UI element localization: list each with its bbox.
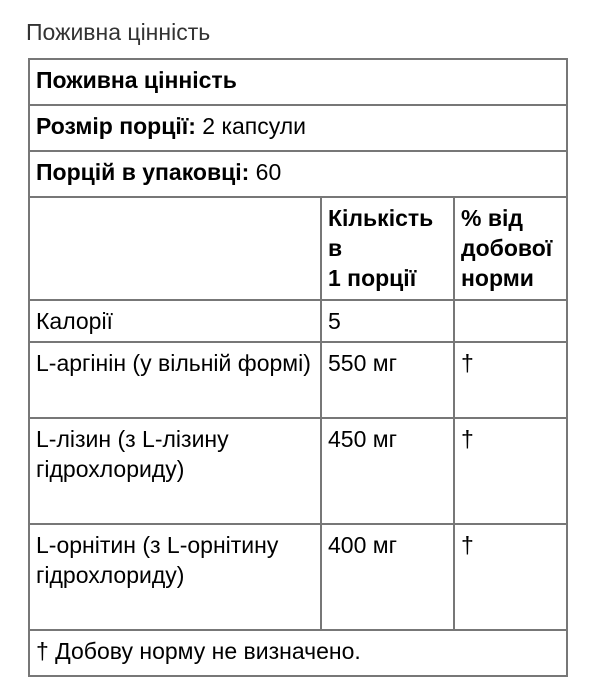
nutrient-daily-value: † bbox=[454, 418, 567, 524]
table-title-row bbox=[29, 59, 567, 105]
nutrient-daily-value bbox=[454, 300, 567, 342]
serving-size-cell bbox=[29, 105, 567, 151]
table-row bbox=[29, 300, 567, 342]
nutrition-facts-table bbox=[28, 58, 568, 677]
empty-header-cell bbox=[29, 197, 321, 300]
nutrient-amount: 5 bbox=[321, 300, 454, 342]
nutrient-name: L-лізин (з L-лізину гідрохлориду) bbox=[29, 418, 321, 524]
page-heading: Поживна цінність bbox=[26, 19, 211, 45]
nutrient-amount: 400 мг bbox=[321, 524, 454, 630]
serving-size-label: Розмір порції: bbox=[36, 113, 196, 139]
servings-per-container-value: 60 bbox=[249, 159, 282, 185]
serving-size-value: 2 капсули bbox=[195, 113, 307, 139]
table-row bbox=[29, 342, 567, 418]
column-header-row bbox=[29, 197, 567, 300]
nutrient-daily-value: † bbox=[454, 342, 567, 418]
serving-size-row bbox=[29, 105, 567, 151]
daily-value-header-line3: норми bbox=[461, 265, 534, 291]
daily-value-header-line2: добової bbox=[461, 235, 553, 261]
table-row bbox=[29, 524, 567, 630]
nutrient-amount: 450 мг bbox=[321, 418, 454, 524]
servings-per-container-cell bbox=[29, 151, 567, 197]
amount-header-line2: в bbox=[328, 235, 343, 261]
footnote-row bbox=[29, 630, 567, 676]
servings-per-container-row bbox=[29, 151, 567, 197]
nutrient-daily-value: † bbox=[454, 524, 567, 630]
daily-value-header bbox=[454, 197, 567, 300]
footnote: † Добову норму не визначено. bbox=[29, 630, 567, 676]
nutrient-amount: 550 мг bbox=[321, 342, 454, 418]
table-row bbox=[29, 418, 567, 524]
nutrient-name: Калорії bbox=[29, 300, 321, 342]
servings-per-container-label: Порцій в упаковці: bbox=[36, 159, 250, 185]
nutrient-name: L-аргінін (у вільній формі) bbox=[29, 342, 321, 418]
amount-header bbox=[321, 197, 454, 300]
daily-value-header-line1: % від bbox=[461, 205, 523, 231]
table-title: Поживна цінність bbox=[29, 59, 567, 105]
nutrient-name: L-орнітин (з L-орнітину гідрохлориду) bbox=[29, 524, 321, 630]
amount-header-line1: Кількість bbox=[328, 205, 434, 231]
amount-header-line3: 1 порції bbox=[328, 265, 417, 291]
